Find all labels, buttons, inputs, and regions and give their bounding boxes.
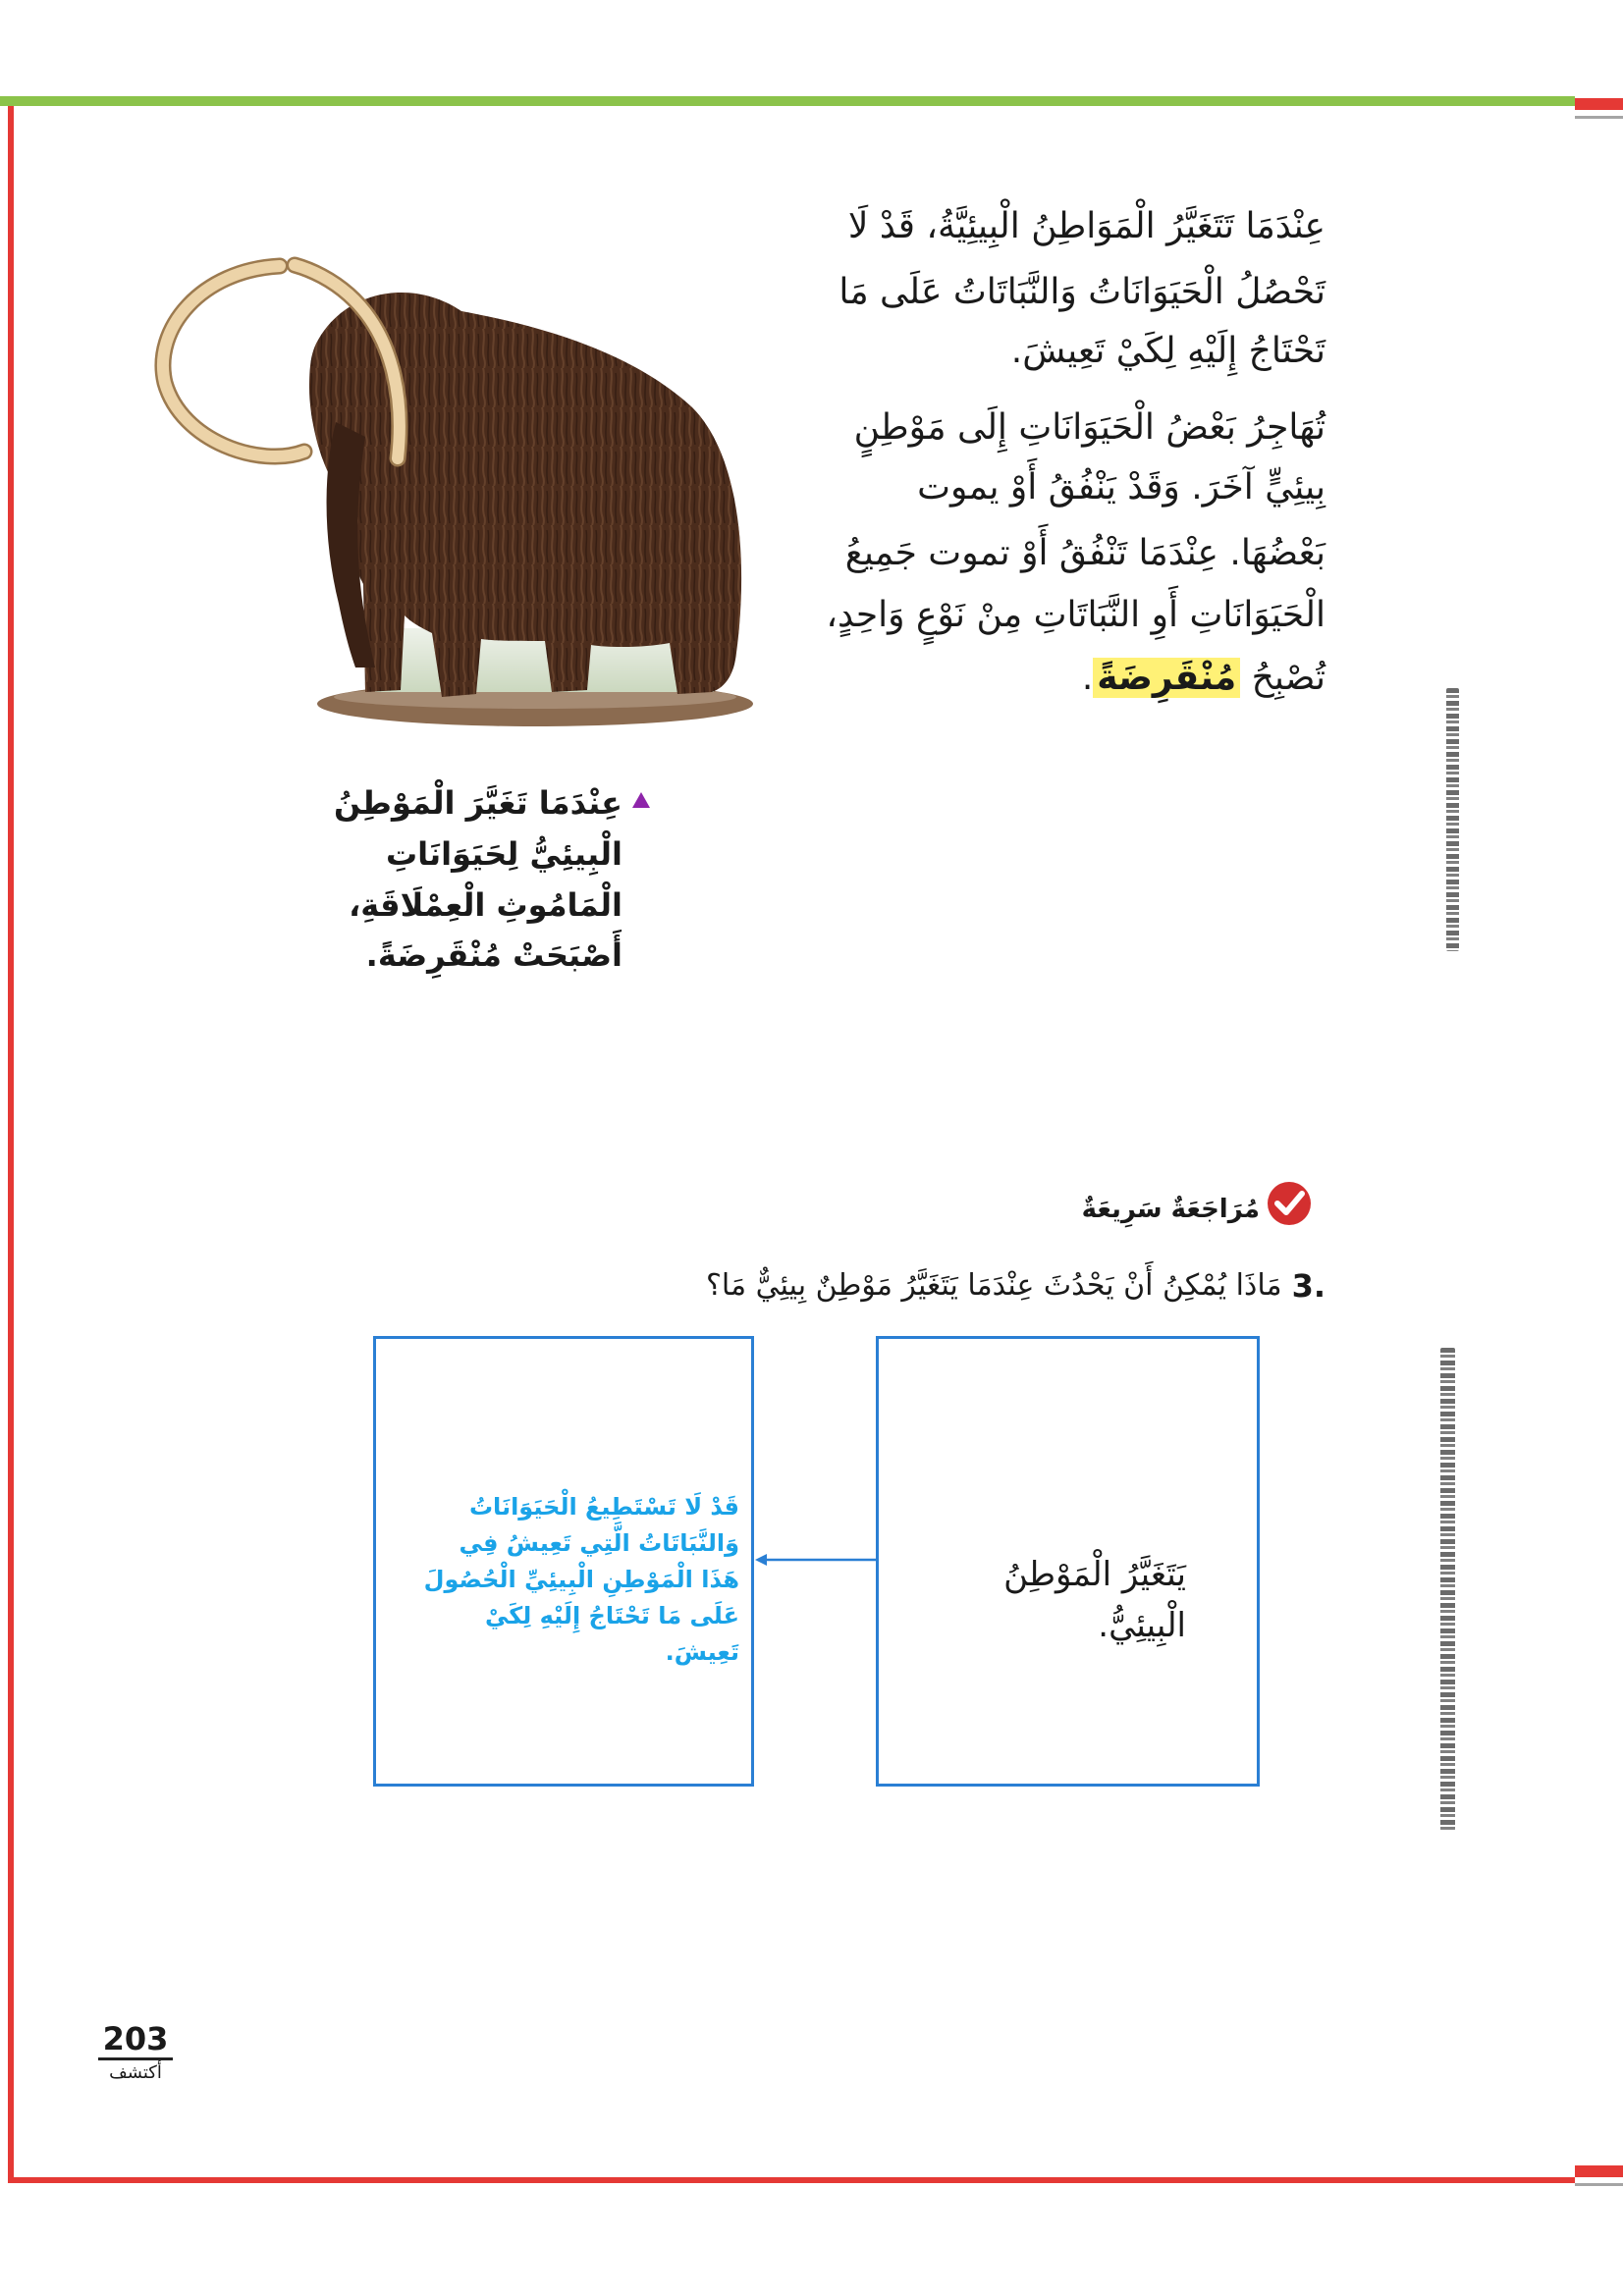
bottom-red-rule	[8, 2177, 1575, 2183]
vocabulary-highlight: مُنْقَرِضَةً	[1093, 658, 1240, 698]
check-circle-icon	[1266, 1180, 1313, 1227]
photo-credit-vertical	[1440, 1348, 1455, 1831]
bottom-right-grey-rule	[1575, 2183, 1623, 2186]
arrow-left-icon	[752, 1550, 878, 1570]
top-right-red-tab	[1575, 98, 1623, 110]
figure-caption-line: أَصْبَحَتْ مُنْقَرِضَةً.	[365, 936, 622, 974]
effect-text-line: هَذَا الْمَوْطِنِ الْبِيئِيِّ الْحُصُولَ	[423, 1566, 739, 1593]
main-text-fragment: تُصْبِحُ	[1251, 658, 1325, 698]
figure-caption-line: عِنْدَمَا تَغَيَّرَ الْمَوْطِنُ	[334, 784, 622, 822]
mammoth-fur-texture	[309, 293, 741, 697]
cause-box	[876, 1336, 1260, 1787]
cause-text-line: الْبِيئِيُّ.	[1098, 1606, 1186, 1645]
quick-review-title: مُرَاجَعَةٌ سَرِيعَةٌ	[1081, 1195, 1260, 1224]
page-number: 203	[98, 2020, 173, 2060]
effect-text-line: عَلَى مَا تَحْتَاجُ إِلَيْهِ لِكَيْ	[484, 1602, 739, 1629]
bottom-right-red-tab	[1575, 2165, 1623, 2177]
left-red-rule	[8, 106, 14, 2183]
question-3	[706, 1264, 1325, 1308]
main-text-line: عِنْدَمَا تَتَغَيَّرُ الْمَوَاطِنُ الْبِيئِيَّةُ، قَدْ لَا	[847, 206, 1325, 246]
top-right-grey-rule	[1575, 116, 1623, 119]
main-text-period: .	[1081, 658, 1094, 698]
top-green-rule	[0, 96, 1575, 106]
photo-credit-vertical	[1446, 688, 1459, 951]
woolly-mammoth-illustration	[147, 250, 756, 741]
effect-text-line: وَالنَّبَاتَاتُ الَّتِي تَعِيشُ فِي	[459, 1529, 739, 1557]
figure-caption-line: الْبِيئِيُّ لِحَيَوَانَاتِ	[385, 835, 622, 873]
cause-text-line: يَتَغَيَّرُ الْمَوْطِنُ	[1003, 1555, 1186, 1594]
effect-answer-box	[373, 1336, 754, 1787]
page-footer-label: أكتشف	[109, 2062, 162, 2083]
main-text-line: تَحْصُلُ الْحَيَوَانَاتُ وَالنَّبَاتَاتُ عَلَى مَا	[839, 272, 1325, 312]
figure-caption-line: الْمَامُوثِ الْعِمْلَاقَةِ،	[349, 886, 622, 924]
main-text-line: تُهَاجِرُ بَعْضُ الْحَيَوَانَاتِ إِلَى مَوْطِنٍ	[853, 407, 1325, 448]
effect-answer-text	[424, 1489, 739, 1671]
main-text-line: بِيئِيٍّ آخَرَ. وَقَدْ يَنْفُقُ أَوْ يموت	[917, 467, 1325, 507]
question-number: 3.	[1291, 1267, 1325, 1305]
question-text: مَاذَا يُمْكِنُ أَنْ يَحْدُثَ عِنْدَمَا يَتَغَيَّرُ مَوْطِنٌ بِيئِيٌّ مَا؟	[705, 1268, 1282, 1303]
tusk-left-outline	[163, 266, 304, 456]
triangle-up-icon	[631, 791, 651, 809]
effect-text-line: تَعِيشَ.	[665, 1638, 739, 1666]
main-text-line: الْحَيَوَانَاتِ أَوِ النَّبَاتَاتِ مِنْ نَوْعٍ وَاحِدٍ،	[826, 595, 1325, 635]
main-text-last-line	[1082, 654, 1325, 703]
main-text-line: بَعْضُهَا. عِنْدَمَا تَنْفُقُ أَوْ تموت جَمِيعُ	[844, 533, 1325, 573]
main-text-line: تَحْتَاجُ إِلَيْهِ لِكَيْ تَعِيشَ.	[1010, 331, 1325, 371]
effect-text-line: قَدْ لَا تَسْتَطِيعُ الْحَيَوَانَاتُ	[468, 1493, 739, 1521]
